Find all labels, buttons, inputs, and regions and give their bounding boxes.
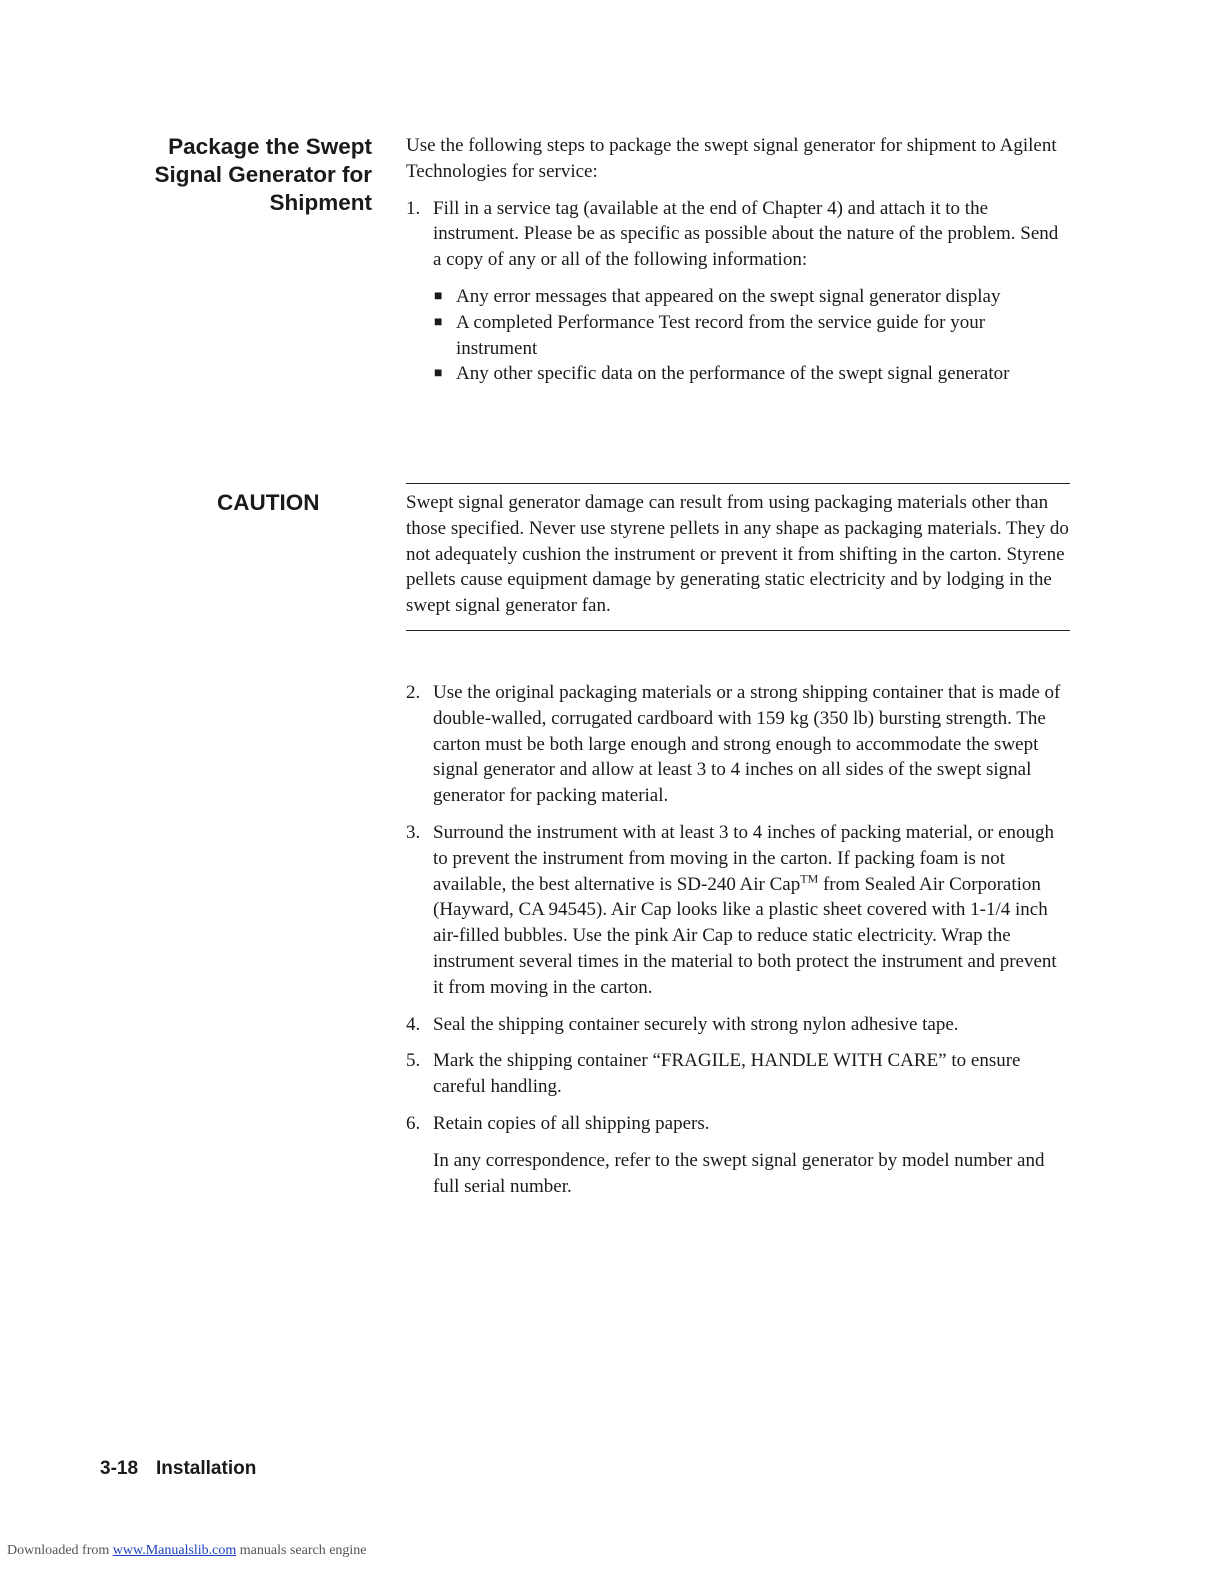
download-banner	[7, 1543, 367, 1559]
square-bullet-icon: ■	[434, 288, 443, 304]
step-number: 3.	[406, 821, 421, 843]
page-number: 3-18	[100, 1458, 139, 1479]
step-6	[406, 1111, 1070, 1199]
caution-label: CAUTION	[217, 490, 320, 515]
step-content	[433, 196, 1070, 388]
download-suffix: manuals search engine	[236, 1543, 367, 1558]
bullet-text: Any error messages that appeared on the swept signal generator display	[456, 285, 1001, 307]
info-bullet-list	[433, 284, 1070, 387]
steps-list	[406, 680, 1070, 1199]
bullet-item	[433, 310, 1070, 362]
caution-box	[406, 483, 1070, 631]
steps-list-part-2	[406, 680, 1070, 1210]
step-text-part-a: Surround the instrument with at least 3 to 4 inches of packing material, or enough to prevent the instrument from moving in the carton. If packing foam is not available, the best alternative is SD-240 Air Cap	[433, 821, 1055, 895]
step-number: 4.	[406, 1013, 421, 1035]
step-content	[433, 820, 1070, 1001]
step-content	[433, 1111, 1070, 1199]
instructions-body	[406, 133, 1070, 398]
bullet-item	[433, 361, 1070, 387]
step-2	[406, 680, 1070, 809]
square-bullet-icon: ■	[434, 314, 443, 330]
step-number: 6.	[406, 1112, 421, 1134]
section-heading-line-1: Package the Swept	[168, 134, 372, 159]
step-1	[406, 196, 1070, 388]
step-number: 1.	[406, 197, 421, 219]
correspondence-note: In any correspondence, refer to the swept signal generator by model number and full serial number.	[433, 1149, 1045, 1197]
manualslib-link[interactable]: www.Manualslib.com	[112, 1543, 237, 1558]
trademark-mark: TM	[800, 871, 819, 886]
section-heading	[120, 133, 372, 217]
step-text-part-b: from Sealed Air Corporation (Hayward, CA 94545). Air Cap looks like a plastic sheet covered with 1-1/4 inch air-filled bubbles. Use the pink Air Cap to reduce static electricity. Wrap the instrument several times in the material to both protect the instrument and prevent it from moving in the carton.	[433, 873, 1057, 998]
step-text: Fill in a service tag (available at the end of Chapter 4) and attach it to the instrument. Please be as specific as possible about the nature of the problem. Send a copy of any or all of the following information:	[433, 197, 1059, 271]
download-prefix: Downloaded from	[7, 1543, 113, 1558]
step-3	[406, 820, 1070, 1001]
steps-list-part-1	[406, 196, 1070, 388]
intro-paragraph: Use the following steps to package the swept signal generator for shipment to Agilent Technologies for service:	[406, 135, 1057, 182]
step-4	[406, 1012, 1070, 1038]
step-number: 2.	[406, 682, 421, 703]
bullet-item	[433, 284, 1070, 310]
chapter-name: Installation	[156, 1458, 257, 1479]
step-text: Mark the shipping container “FRAGILE, HANDLE WITH CARE” to ensure careful handling.	[433, 1050, 1021, 1098]
step-5	[406, 1048, 1070, 1100]
step-text: Seal the shipping container securely with strong nylon adhesive tape.	[433, 1013, 959, 1035]
section-heading-line-3: Shipment	[269, 190, 372, 215]
bullet-text: A completed Performance Test record from the service guide for your instrument	[456, 311, 986, 359]
step-text: Use the original packaging materials or a strong shipping container that is made of double-walled, corrugated cardboard with 159 kg (350 lb) bursting strength. The carton must be both large enough and strong enough to accommodate the swept signal generator and allow at least 3 to 4 inches on all sides of the swept signal generator for packing material.	[433, 682, 1061, 807]
caution-text: Swept signal generator damage can result from using packaging materials other than those specified. Never use styrene pellets in any shape as packaging materials. They do not adequately cushion the instrument or prevent it from shifting in the carton. Styrene pellets cause equipment damage by generating static electricity and by lodging in the swept signal generator fan.	[406, 492, 1069, 617]
page-footer	[100, 1458, 256, 1480]
section-heading-line-2: Signal Generator for	[154, 162, 372, 187]
step-text: Retain copies of all shipping papers.	[433, 1112, 710, 1134]
square-bullet-icon: ■	[434, 366, 443, 382]
step-number: 5.	[406, 1050, 421, 1072]
bullet-text: Any other specific data on the performance of the swept signal generator	[456, 363, 1010, 385]
